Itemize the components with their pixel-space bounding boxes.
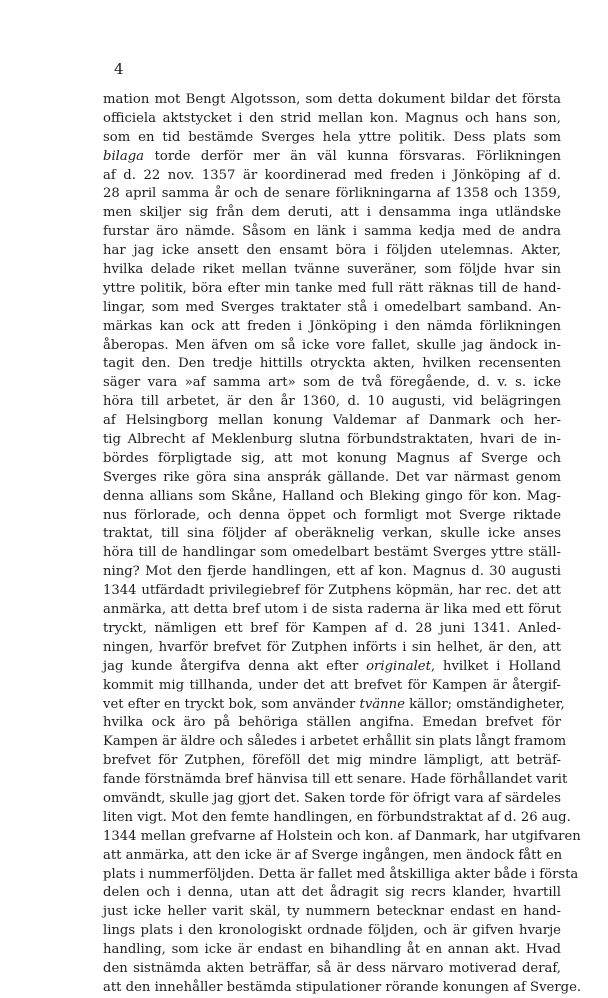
text-line: att den innehåller bestämda stipulationer rörande konungen af Sverge. (103, 979, 582, 995)
text-line: har jag icke ansett den ensamt böra i följden utelemnas. Akter, (103, 243, 561, 259)
text-line: nus förlorade, och denna öppet och formligt mot Sverge riktade (103, 507, 561, 523)
text-line: Kampen är äldre och således i arbetet erhållit sin plats långt framom (103, 734, 567, 750)
text-line: som en tid bestämde Sverges hela yttre politik. Dess plats som (103, 129, 561, 145)
text-line: delen och i denna, utan att det ådragit sig recrs klander, hvartill (103, 885, 561, 901)
text-line: plats i nummerföljden. Detta är fallet med åtskilliga akter både i första (103, 866, 579, 882)
page-number: 4 (114, 60, 124, 78)
text-line: säger vara »af samma art» som de två föregående, d. v. s. icke (103, 375, 561, 391)
text-line: furstar äro nämde. Såsom en länk i samma kedja med de andra (103, 224, 561, 240)
text-line: ningen, hvarför brefvet för Zutphen införts i sin helhet, är den, att (103, 639, 561, 655)
text-line: 1344 utfärdadt privilegiebref för Zutphens köpmän, har rec. det att (103, 583, 561, 599)
text-line: hvilka delade riket mellan tvänne suveräner, som följde hvar sin (103, 262, 561, 278)
text-line: af Helsingborg mellan konung Valdemar af Danmark och her- (103, 413, 561, 429)
text-line: att anmärka, att den icke är af Sverge ingången, men ändock fått en (103, 847, 563, 863)
text-line: märkas kan ock att freden i Jönköping i den nämda förlikningen (103, 318, 561, 334)
text-line: höra till de handlingar som omedelbart bestämt Sverges yttre ställ- (103, 545, 561, 561)
text-line: af d. 22 nov. 1357 är koordinerad med freden i Jönköping af d. (103, 167, 561, 183)
text-line: kommit mig tillhanda, under det att brefvet för Kampen är återgif- (103, 677, 561, 693)
italic-text: bilaga (103, 148, 145, 164)
text-line: lingar, som med Sverges traktater stå i omedelbart samband. An- (103, 299, 561, 315)
text-line: denna allians som Skåne, Halland och Bleking gingo för kon. Mag- (103, 488, 561, 504)
text-line: omvändt, skulle jag gjort det. Saken torde för öfrigt vara af särdeles (103, 790, 561, 806)
text-line: lings plats i den kronologiskt ordnade följden, och är gifven hvarje (103, 923, 561, 939)
text-line: 1344 mellan grefvarne af Holstein och kon. af Danmark, har utgifvaren (103, 828, 581, 844)
text-line: ning? Mot den fjerde handlingen, ett af kon. Magnus d. 30 augusti (103, 564, 561, 580)
italic-text: tvänne (359, 696, 405, 712)
text-line: traktat, till sina följder af oberäknelig verkan, skulle icke anses (103, 526, 561, 542)
text-line: brefvet för Zutphen, föreföll det mig mindre lämpligt, att beträf- (103, 753, 561, 769)
text-line: hvilka ock äro på behöriga ställen angifna. Emedan brefvet för (103, 715, 561, 731)
text-line: tagit den. Den tredje hittills otryckta akten, hvilken recensenten (103, 356, 561, 372)
text-line: officiela aktstycket i den strid mellan kon. Magnus och hans son, (103, 110, 561, 126)
text-line: bördes förpligtade sig, att mot konung Magnus af Sverge och (103, 450, 561, 466)
body-text (103, 91, 582, 998)
text-line: höra till arbetet, är den år 1360, d. 10 augusti, vid belägringen (103, 394, 561, 410)
text-line: just icke heller varit skäl, ty nummern betecknar endast en hand- (103, 904, 561, 920)
text-line: åberopas. Men äfven om så icke vore fallet, skulle jag ändock in- (103, 337, 561, 353)
text-line: handling, som icke är endast en bihandling åt en annan akt. Hvad (103, 942, 561, 958)
italic-text: originalet (366, 658, 431, 674)
text-line: men skiljer sig från dem deruti, att i densamma inga utländske (103, 205, 561, 221)
text-line: tig Albrecht af Meklenburg slutna förbundstraktaten, hvari de in- (103, 432, 561, 448)
text-line: mation mot Bengt Algotsson, som detta dokument bildar det första (103, 92, 561, 107)
text-line: bilaga torde derför mer än väl kunna försvaras. Förlikningen (103, 148, 561, 164)
text-line: yttre politik, böra efter min tanke med full rätt räknas till de hand- (103, 280, 561, 296)
text-line: fande förstnämda bref hänvisa till ett senare. Hade förhållandet varit (103, 772, 568, 788)
text-line: Sverges rike göra sina ansprák gällande. Det var närmast genom (103, 469, 561, 485)
text-line: jag kunde återgifva denna akt efter originalet, hvilket i Holland (103, 658, 561, 674)
text-line: 28 april samma år och de senare förlikningarna af 1358 och 1359, (103, 186, 561, 202)
text-line: tryckt, nämligen ett bref för Kampen af d. 28 juni 1341. Anled- (103, 620, 561, 636)
text-line: liten vigt. Mot den femte handlingen, en förbundstraktat af d. 26 aug. (103, 809, 571, 825)
text-line: anmärka, att detta bref utom i de sista raderna är lika med ett förut (103, 602, 561, 618)
text-line: vet efter en tryckt bok, som använder tvänne källor; omständigheter, (103, 696, 565, 712)
text-line: den sistnämda akten beträffar, så är dess närvaro motiverad deraf, (103, 960, 561, 976)
